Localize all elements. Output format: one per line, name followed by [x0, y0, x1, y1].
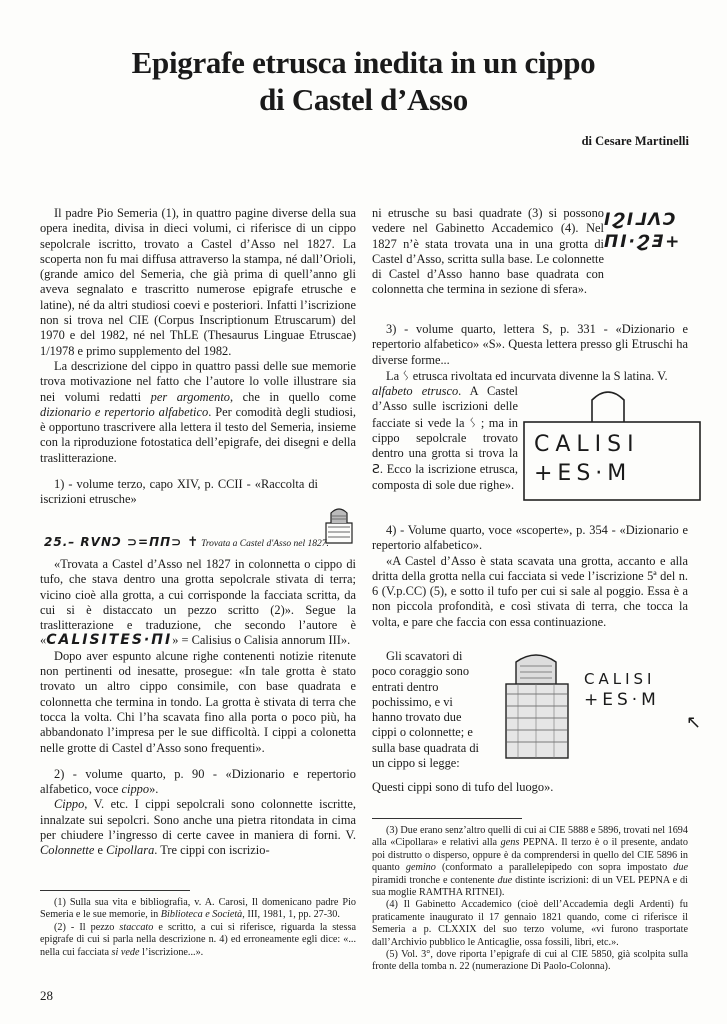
paragraph-intro: Il padre Pio Semeria (1), in quattro pagine diverse della sua opera inedita, divisa in dieci volumi, ci riferisce di un cippo sepolcrale iscritto, trovato a Castel d’Asso nel 1827. La scoperta non fu mai diffusa attraverso la stampa, né dall’Orioli, (grande amico del Semeria, che già prima di quell’anno gli aveva segnalato e trascritto numerose epigrafe etrusche e latine), né da altri studiosi coevi e posteriori. Infatti l’iscrizione non si trova nel CIE (Corpus Inscriptionum Etruscarum) del 1970 e del 1982, né nel ThLE (Thesaurus Linguae Etruscae) 1/1978 e primo supplemento del 1982. — [40, 206, 356, 358]
footnote-4: (4) Il Gabinetto Accademico (cioè dell’Accademia degli Ardenti) fu praticamente inaugurato il 17 gennaio 1821 quando, come ci riferisce il Semeria a p. CLXXIX del suo terzo volume, «vi furono trasportate dall’Archivio pubblico le Anticaglie, ossa fossili, libri, etc.». — [372, 899, 688, 948]
handwritten-inscription-top — [604, 210, 704, 252]
footnotes-right — [372, 818, 688, 974]
cippo-drawing-icon — [498, 654, 578, 762]
page-number: 28 — [40, 988, 53, 1003]
paragraph-letter-S: La ᛊ etrusca rivoltata ed incurvata divenne la S latina. V. — [386, 368, 668, 383]
right-column — [372, 322, 688, 368]
author-byline: di Cesare Martinelli — [581, 134, 689, 148]
paragraph-volume-4: 2) - volume quarto, p. 90 - «Dizionario e repertorio alfabetico, voce cippo». — [40, 766, 356, 797]
right-column-top — [372, 206, 604, 298]
box-inscription — [534, 432, 694, 486]
paragraph-volume-3: 1) - volume terzo, capo XIV, p. CCII - «Raccolta di iscrizioni etrusche» — [40, 477, 318, 507]
paragraph-scoperte-quote: «A Castel d’Asso è stata scavata una grotta, accanto e alla dritta della grotta nella cui facciata si vede l’iscrizione 5ª del n. 6 (V.p.CC) (5), e sotto il tufo per cui si sale al poggio. Essa è a non piccola profondità, e così stivata di terra, che tocca la volta, e pare che faccia con essa continuazione. — [372, 553, 688, 629]
box-inscription-line-1: CALISI — [534, 432, 640, 457]
paragraph-volume-4-S: 3) - volume quarto, lettera S, p. 331 - «Dizionario e repertorio alfabetico» «S». Questa lettera presso gli Etruschi ha diverse forme... — [372, 322, 688, 367]
handwritten-note: Trovata a Castel d'Asso nel 1827. — [201, 539, 329, 549]
arrow-mark-icon: ↖ — [686, 712, 702, 733]
paragraph-quote-1: «Trovata a Castel d’Asso nel 1827 in colonnetta o cippo di tufo, che stava dentro una grotta sepolcrale stivata di terra; vicino cioè alla grotta, a cui corrisponde la facciata scritta, da cui si è distaccato un pezzo scritto (2)». Segue la traslitterazione e traduzione, che secondo l’autore è «CALISITES·ΠΙ» = Calisius o Calisia annorum III». — [40, 557, 356, 649]
cippo-inscription-line-1: CALISI — [584, 670, 656, 688]
paragraph-description: La descrizione del cippo in quattro passi delle sue memorie trova motivazione nel fatto che l’autore lo volle illustrare sia nei volumi redatti per argomento, che in quello come dizionario e repertorio alfabetico. Per comodità degli studiosi, è opportuno trascrivere alla lettera il testo del Semeria, insieme con la riproduzione fotostatica dell’epigrafe, dei disegni e della traslitterazione. — [40, 358, 357, 465]
left-column — [40, 206, 356, 508]
paragraph-continuation: ni etrusche su basi quadrate (3) si possono vedere nel Gabinetto Accademico (4). Nel 1827 n’è stata trovata una in una grotta di Castel d’Asso, scritta sulla base. Le colonnette di Castel d’Asso hanno base quadrata con colonnetta che termina in sezione di sfera». — [372, 206, 604, 297]
box-inscription-line-2: +ES·M — [534, 461, 632, 486]
footnote-5: (5) Vol. 3°, dove riporta l’epigrafe di cui al CIE 5850, già scolpita sulla fronte della tomba n. 22 (numerazione Di Paolo-Colonna). — [372, 949, 688, 973]
right-column-narrow — [372, 649, 482, 771]
left-column-lower — [40, 557, 356, 859]
paragraph-scavatori: Gli scavatori di poco coraggio sono entrati dentro pochissimo, e vi hanno trovato due cippi o colonnette; e sulla base quadrata di un cippo si legge: — [372, 649, 480, 771]
paragraph-quote-2: Dopo aver espunto alcune righe contenenti notizie ritenute non pertinenti od inesatte, prosegue: «In tale grotta è stato trovato un altro cippo consimile, con base quadrata e colonnetta che termina in tondo. La grotta è stivata di terra che tocca la volta. Chi l’ha scavata fino alla porta o poco più, ha abbandonato l’impresa per le sue difficoltà. I cippi a colonetta nelle grotte di Castel d’Asso sono frequenti». — [40, 648, 356, 755]
article-title — [0, 44, 727, 118]
etruscan-script-text: 25.– RVNϽ ⊃=ΠΠ⊃ — [44, 535, 188, 549]
right-column-conclusion — [372, 780, 688, 795]
etruscan-s-glyph: ᛊ — [402, 368, 410, 383]
inscription-line-1: ΙϨΙ⅃ΛϽ — [604, 210, 678, 230]
footnote-rule-right — [372, 818, 522, 819]
cippo-inscription — [584, 670, 704, 710]
title-line-2: di Castel d’Asso — [259, 82, 468, 117]
etruscan-s-glyph-2: ᛊ — [468, 414, 477, 430]
paragraph-tufo: Questi cippi sono di tufo del luogo». — [372, 780, 554, 794]
cippo-inscription-line-2: +ES·M — [584, 690, 660, 710]
right-column-lower — [372, 523, 688, 630]
title-line-1: Epigrafe etrusca inedita in un cippo — [131, 45, 596, 80]
handwritten-transcription-1 — [44, 535, 360, 550]
paragraph-volume-4-scoperte: 4) - Volume quarto, voce «scoperte», p. 354 - «Dizionario e repertorio alfabetico». — [372, 523, 688, 553]
footnotes-left — [40, 890, 356, 959]
paragraph-letter-S-narrow: alfabeto etrusco. A Castel d’Asso sulle iscrizioni delle facciate si vede la ᛊ ; ma in cippo sepolcrale trovato dentro una grotta si trova la Ƨ. Ecco la iscrizione etrusca, composta di sole due righe». — [372, 384, 518, 492]
etruscan-s-glyph-3: Ƨ — [372, 461, 380, 477]
footnote-2: (2) - Il pezzo staccato e scritto, a cui si riferisce, riguarda la stessa epigrafe di cui si parla nella descrizione n. 4) ed erroneamente egli dice: «... nella cui facciata si vede l’iscrizione...». — [40, 921, 356, 958]
footnote-rule — [40, 890, 190, 891]
footnote-3: (3) Due erano senz’altro quelli di cui ai CIE 5888 e 5896, trovati nel 1694 alla «Cipollara» e relativi alla gens PEPNA. Il terzo è o il presente, andato poi distrutto o disperso, oppure è da comprendersi in quello del CIE 5896 in quanto gemino (conformato a parallelepipedo con sopra impostato due piramidi tronche e contenente due distinte iscrizioni: di un VEL PEPNA e di sua moglie RAMTHA RITNEI). — [372, 825, 688, 899]
paragraph-cippo: Cippo, V. etc. I cippi sepolcrali sono colonnette iscritte, innalzate sui sepolcri. Sono anche una pietra ritondata in cima per chiudere l’ingresso di certe cavee in maniera di forni. V. Colonnette e Cipollara. Tre cippi con iscrizio- — [40, 797, 356, 858]
footnote-1: (1) Sulla sua vita e bibliografia, v. A. Carosi, Il domenicano padre Pio Semeria e le sue memorie, in Biblioteca e Società, III, 1981, 1, pp. 27-30. — [40, 897, 356, 921]
right-column-S — [372, 368, 688, 384]
inscription-line-2: ΠΙ·ϨƎ+ — [604, 232, 682, 252]
right-column-S-narrow — [372, 384, 518, 493]
etruscan-glyph: ✝ — [187, 535, 199, 550]
